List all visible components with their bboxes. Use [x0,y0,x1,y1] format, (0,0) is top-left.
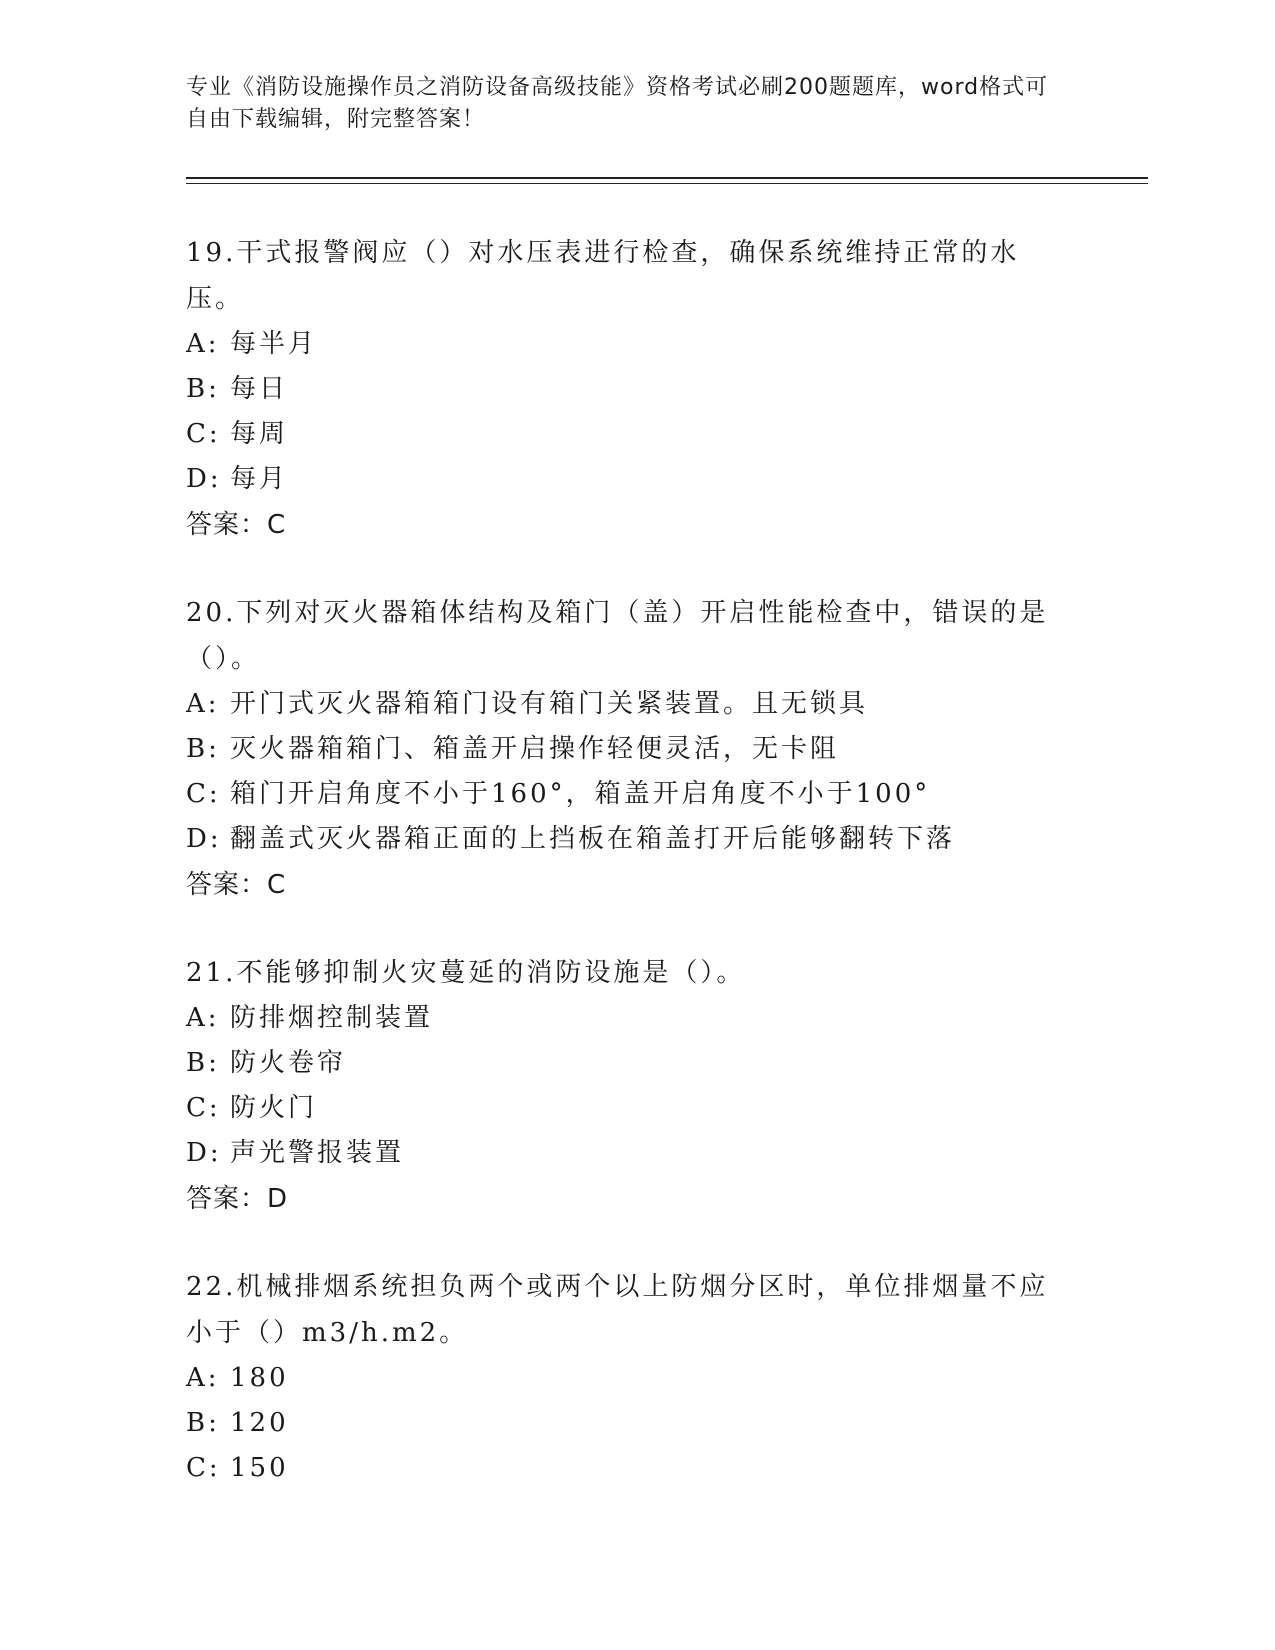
option-text: 防排烟控制装置 [230,1003,434,1033]
question-22 [186,1264,1086,1491]
option-text: 箱门开启角度不小于160°，箱盖开启角度不小于100° [230,779,931,809]
option-b [186,367,1086,412]
option-a [186,322,1086,367]
question-19 [186,230,1086,548]
option-text: 每月 [230,464,289,494]
option-text: 防火卷帘 [230,1048,347,1078]
question-20 [186,590,1086,908]
question-stem: 22.机械排烟系统担负两个或两个以上防烟分区时，单位排烟量不应小于（）m3/h.m2。 [186,1272,1049,1348]
option-a [186,996,1086,1041]
option-key: A: [186,329,220,359]
question-stem: 20.下列对灭火器箱体结构及箱门（盖）开启性能检查中，错误的是（）。 [186,598,1049,674]
option-b [186,1401,1086,1446]
option-key: C: [186,779,221,809]
option-text: 每周 [230,419,289,449]
option-key: B: [186,734,220,764]
answer-line: 答案：C [186,870,287,900]
header-divider-thin [186,183,1148,184]
option-key: A: [186,1363,220,1393]
option-b [186,727,1086,772]
option-c [186,412,1086,457]
document-header: 专业《消防设施操作员之消防设备高级技能》资格考试必刷200题题库，word格式可自由下载编辑，附完整答案！ [186,75,1049,132]
question-list [186,230,1086,1533]
option-text: 每半月 [230,329,318,359]
option-key: B: [186,1408,220,1438]
option-text: 120 [230,1408,289,1438]
option-a [186,682,1086,727]
option-key: B: [186,1048,220,1078]
option-c [186,1446,1086,1491]
option-key: C: [186,419,221,449]
option-c [186,1086,1086,1131]
question-stem: 19.干式报警阀应（）对水压表进行检查，确保系统维持正常的水压。 [186,238,1020,314]
option-text: 防火门 [230,1093,318,1123]
question-stem: 21.不能够抑制火灾蔓延的消防设施是（）。 [186,958,746,988]
option-text: 开门式灭火器箱箱门设有箱门关紧装置。且无锁具 [230,689,869,719]
option-c [186,772,1086,817]
answer-line: 答案：C [186,510,287,540]
option-text: 每日 [230,374,289,404]
option-key: D: [186,824,222,854]
option-key: D: [186,1138,222,1168]
option-text: 翻盖式灭火器箱正面的上挡板在箱盖打开后能够翻转下落 [230,824,956,854]
question-21 [186,950,1086,1222]
option-key: C: [186,1093,221,1123]
option-b [186,1041,1086,1086]
option-key: A: [186,689,220,719]
option-a [186,1356,1086,1401]
header-divider-thick [186,177,1148,179]
answer-line: 答案：D [186,1184,289,1214]
option-text: 180 [230,1363,289,1393]
option-d [186,457,1086,502]
option-d [186,1131,1086,1176]
option-key: C: [186,1453,221,1483]
option-key: D: [186,464,222,494]
option-key: A: [186,1003,220,1033]
option-d [186,817,1086,862]
option-key: B: [186,374,220,404]
option-text: 150 [230,1453,289,1483]
option-text: 声光警报装置 [230,1138,405,1168]
option-text: 灭火器箱箱门、箱盖开启操作轻便灵活，无卡阻 [230,734,840,764]
